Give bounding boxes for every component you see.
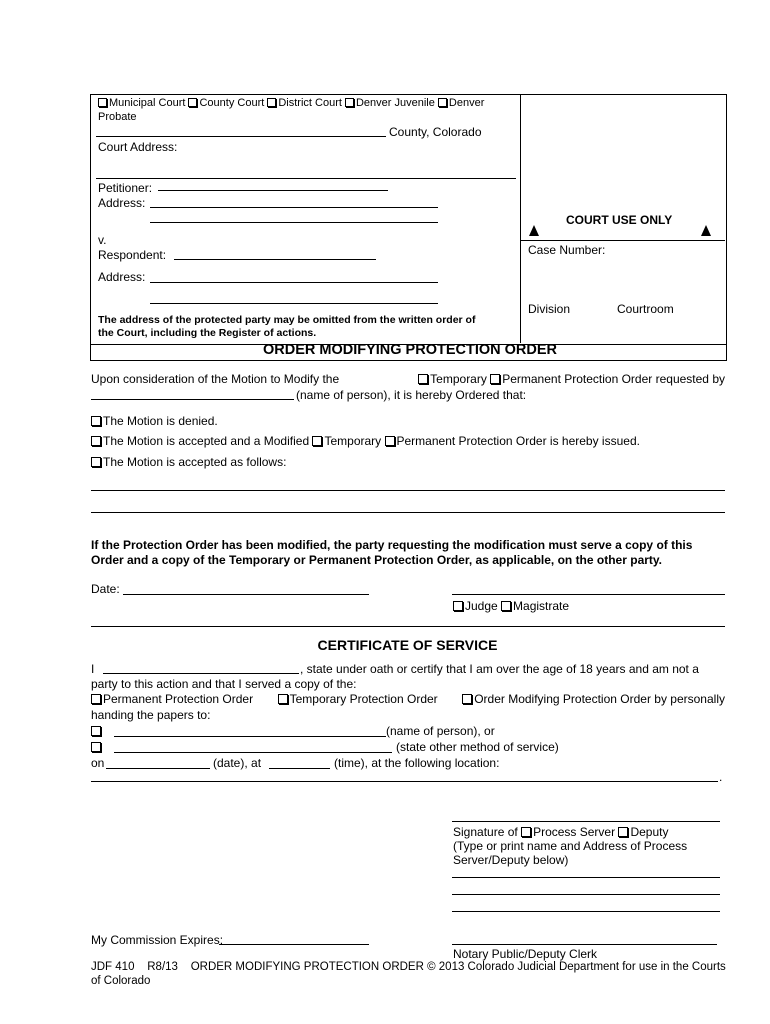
follows-field-2[interactable] [91,512,725,513]
section-divider [91,626,725,627]
petitioner-address-field-2[interactable] [150,222,438,223]
option-accepted-modified: The Motion is accepted and a Modified Temporary Permanent Protection Order is hereby issued. [91,434,640,448]
denver-probate-checkbox[interactable] [438,98,447,107]
signature-of-row: Signature of Process Server Deputy [453,825,669,839]
right-arrow-icon [701,225,711,236]
cert-period: . [719,770,723,784]
accepted-modified-checkbox[interactable] [91,436,101,446]
type-print-line2: Server/Deputy below) [453,853,569,867]
date-label: Date: [91,582,120,596]
respondent-label: Respondent: [98,248,167,262]
denied-checkbox[interactable] [91,416,101,426]
server-signature-field[interactable] [452,821,720,822]
date-field[interactable] [123,594,369,595]
intro-temporary-checkbox[interactable] [418,374,428,384]
cert-person-field[interactable] [114,736,386,737]
process-server-checkbox[interactable] [521,827,531,837]
cert-location-field[interactable] [91,781,718,782]
cert-method-checkbox[interactable] [91,742,101,752]
respondent-address-label: Address: [98,270,146,284]
server-info-field-1[interactable] [452,877,720,878]
versus-label: v. [98,233,107,247]
party-divider [96,178,516,179]
cert-modifying-checkbox[interactable] [462,694,472,704]
court-address-label: Court Address: [98,140,178,154]
footer-line2: of Colorado [91,975,151,987]
cert-other-method: (state other method of service) [396,740,559,754]
footer-line1: JDF 410 R8/13 ORDER MODIFYING PROTECTION ORDER © 2013 Colorado Judicial Department for use in the Courts [91,961,726,973]
certificate-title: CERTIFICATE OF SERVICE [317,637,498,653]
court-use-only-label: COURT USE ONLY [566,213,673,227]
petitioner-address-label: Address: [98,196,146,210]
notary-signature-field[interactable] [452,944,717,945]
cert-method-field[interactable] [114,752,392,753]
petitioner-field[interactable] [158,190,388,191]
cert-person-checkbox[interactable] [91,726,101,736]
petitioner-address-field-1[interactable] [150,207,438,208]
case-number-label: Case Number: [528,243,606,257]
commission-label: My Commission Expires: [91,933,224,947]
intro-line1: Upon consideration of the Motion to Modify the Temporary Permanent Protection Order requested by [91,372,725,386]
protected-note-line1: The address of the protected party may be omitted from the written order of [98,314,476,326]
municipal-court-checkbox[interactable] [98,98,107,107]
notary-clerk-label: Notary Public/Deputy Clerk [453,947,598,961]
type-print-line1: (Type or print name and Address of Process [453,839,688,853]
left-arrow-icon [529,225,539,236]
cert-date-field[interactable] [106,768,210,769]
cert-copy-options: Permanent Protection Order Temporary Protection Order Order Modifying Protection Order by personally [91,692,725,706]
cert-permanent-checkbox[interactable] [91,694,101,704]
cert-date-at: (date), at [213,756,262,770]
cert-time-location: (time), at the following location: [334,756,500,770]
intro-permanent-checkbox[interactable] [490,374,500,384]
protected-note-line2: the Court, including the Register of actions. [98,327,317,339]
cert-on: on [91,756,105,770]
court-type-row: Municipal Court County Court District Court Denver Juvenile Denver [98,97,484,109]
option-denied: The Motion is denied. [91,414,218,428]
order-title: ORDER MODIFYING PROTECTION ORDER [262,342,558,358]
cert-handing: handing the papers to: [91,708,211,722]
follows-field-1[interactable] [91,490,725,491]
county-court-checkbox[interactable] [188,98,197,107]
modified-temporary-checkbox[interactable] [312,436,322,446]
court-use-divider [521,240,725,241]
modified-permanent-checkbox[interactable] [385,436,395,446]
server-info-field-2[interactable] [452,894,720,895]
cert-name-of-person: (name of person), or [386,724,495,738]
respondent-field[interactable] [174,259,376,260]
notice-line2: Order and a copy of the Temporary or Permanent Protection Order, as applicable, on the other party. [91,553,663,567]
name-ordered-text: (name of person), it is hereby Ordered that: [296,388,527,402]
county-colorado-label: County, Colorado [389,125,482,139]
cert-name-field[interactable] [103,673,299,674]
notice-line1: If the Protection Order has been modified, the party requesting the modification must serve a copy of this [91,538,693,552]
probate-label: Probate [98,111,137,123]
district-court-checkbox[interactable] [267,98,276,107]
denver-juvenile-checkbox[interactable] [345,98,354,107]
division-label: Division [528,302,571,316]
cert-person-row [91,724,103,738]
magistrate-checkbox[interactable] [501,601,511,611]
cert-method-row [91,740,103,754]
judge-signature-field[interactable] [452,594,725,595]
cert-i: I [91,662,95,676]
petitioner-label: Petitioner: [98,181,153,195]
commission-field[interactable] [219,944,369,945]
courtroom-label: Courtroom [617,302,674,316]
respondent-address-field-1[interactable] [150,282,438,283]
deputy-checkbox[interactable] [618,827,628,837]
accepted-follows-checkbox[interactable] [91,457,101,467]
option-accepted-follows: The Motion is accepted as follows: [91,455,286,469]
respondent-address-field-2[interactable] [150,303,438,304]
judge-checkbox[interactable] [453,601,463,611]
cert-oath-text: , state under oath or certify that I am over the age of 18 years and am not a [300,662,699,676]
judge-magistrate-row: Judge Magistrate [453,599,569,613]
cert-party-line: party to this action and that I served a copy of the: [91,677,357,691]
county-field[interactable] [96,136,386,137]
cert-temporary-checkbox[interactable] [278,694,288,704]
caption-divider [520,94,521,343]
server-info-field-3[interactable] [452,911,720,912]
requested-by-field[interactable] [91,399,294,400]
cert-time-field[interactable] [269,768,330,769]
